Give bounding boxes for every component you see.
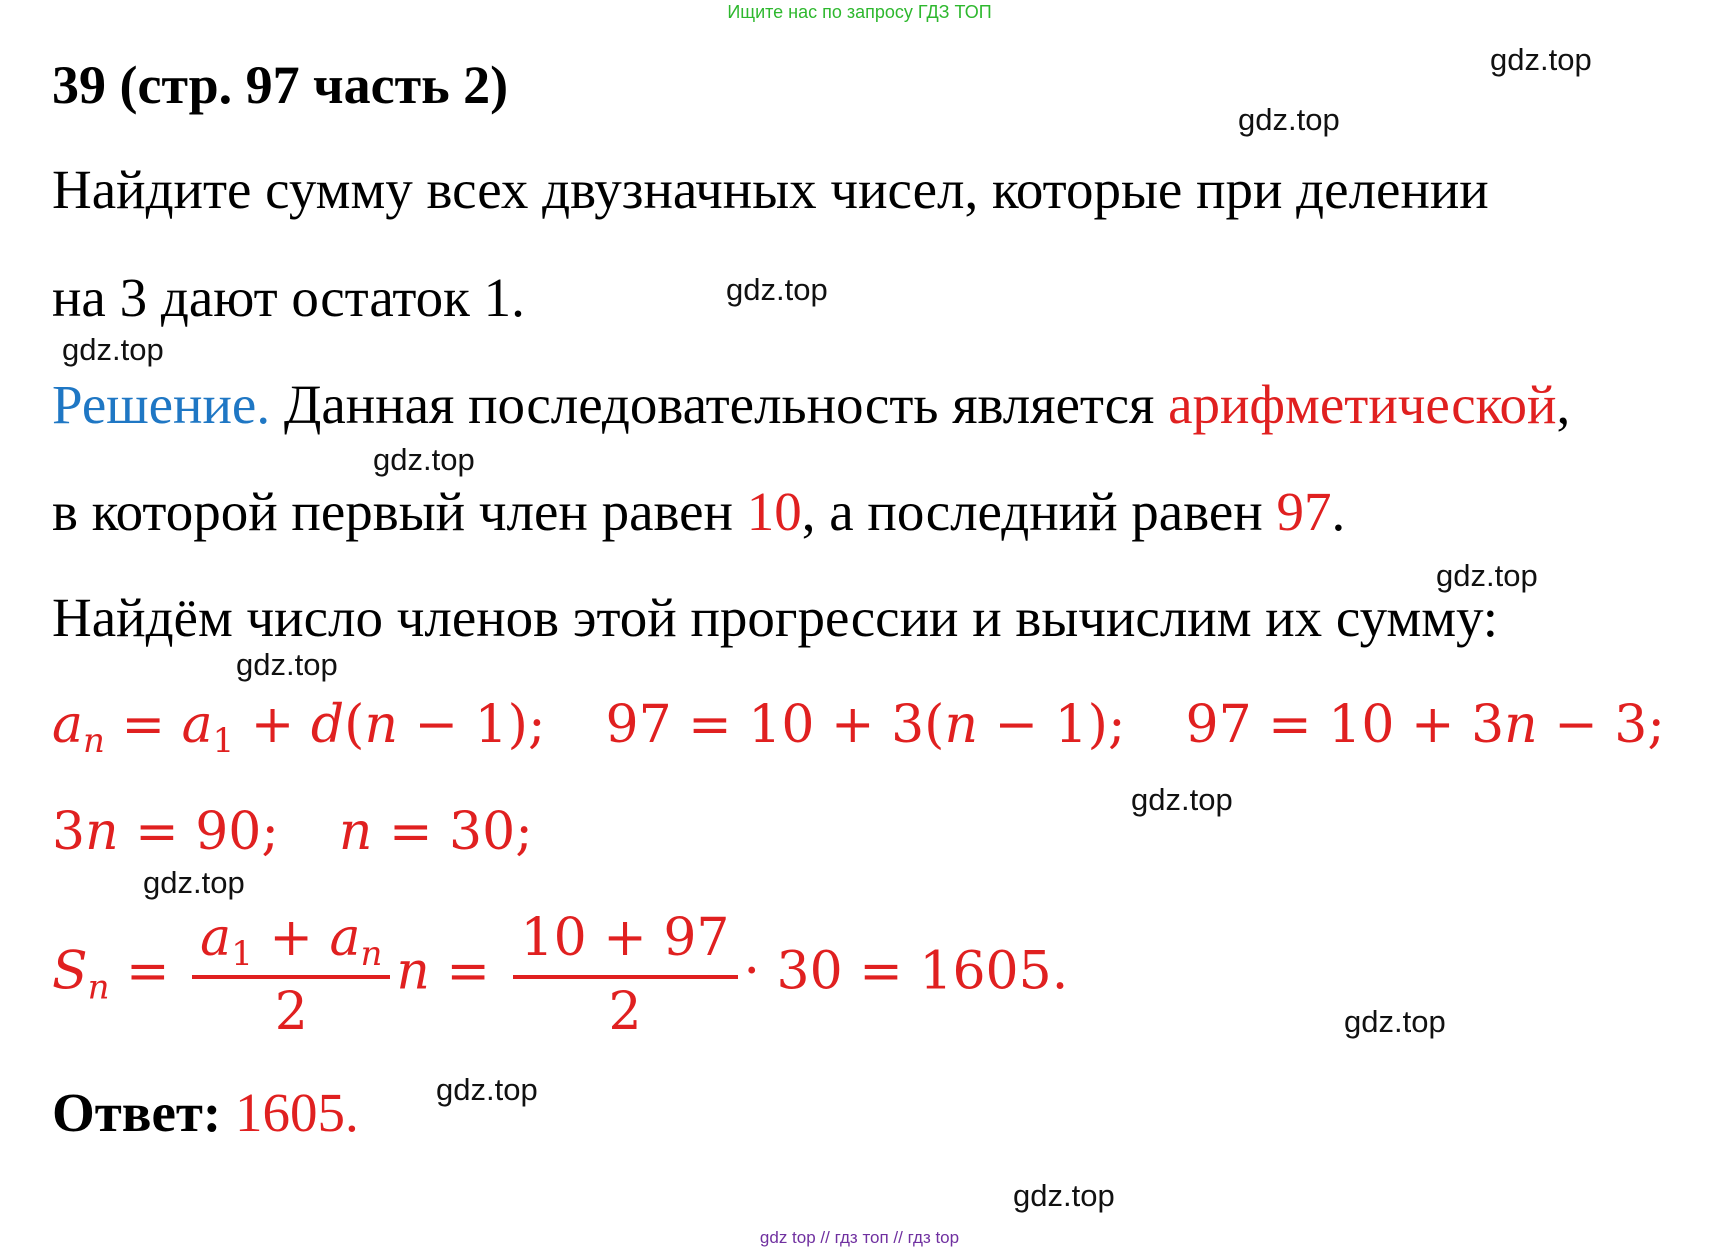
formula-expanded: 97 = 10 + 3n − 3;	[1185, 695, 1665, 755]
solution-text-1: Данная последовательность является	[270, 374, 1169, 435]
solution-line-3: Найдём число членов этой прогрессии и вычислим их сумму:	[52, 587, 1499, 648]
answer-line	[52, 1078, 359, 1148]
watermark: gdz.top	[1131, 782, 1233, 817]
solution-text-2b: , а последний равен	[801, 481, 1277, 542]
watermark: gdz.top	[726, 272, 828, 307]
answer-value: 1605.	[221, 1082, 359, 1143]
formula-3n: 3n = 90;	[52, 802, 279, 862]
watermark: gdz.top	[143, 865, 245, 900]
progression-type: арифметической	[1168, 374, 1557, 435]
watermark: gdz.top	[62, 332, 164, 367]
task-title: 39 (стр. 97 часть 2)	[52, 55, 509, 115]
problem-line-1: Найдите сумму всех двузначных чисел, которые при делении	[52, 159, 1489, 220]
solution-line-1	[52, 370, 1570, 440]
top-banner: Ищите нас по запросу ГДЗ ТОП	[727, 2, 992, 22]
watermark: gdz.top	[1490, 42, 1592, 77]
formula-row-1	[52, 690, 1665, 760]
problem-line-2: на 3 дают остаток 1.	[52, 267, 525, 328]
solution-line-2	[52, 477, 1345, 547]
last-term: 97	[1276, 481, 1332, 542]
sum-fraction-general: $\frac{a_1 + a_n}{2}$	[192, 905, 390, 1045]
solution-punct-2: .	[1331, 481, 1346, 542]
formula-row-2	[52, 797, 533, 867]
watermark: gdz.top	[236, 647, 338, 682]
watermark: gdz.top	[1436, 558, 1538, 593]
watermark: gdz.top	[373, 442, 475, 477]
answer-label: Ответ:	[52, 1082, 222, 1143]
sum-fraction-numeric: $\frac{10 + 97}{2}$	[513, 905, 738, 1045]
solution-label: Решение.	[52, 374, 271, 435]
formula-n-value: n = 30;	[338, 802, 533, 862]
watermark: gdz.top	[1013, 1178, 1115, 1213]
watermark: gdz.top	[436, 1072, 538, 1107]
formula-general-term: $a_n = a_1 + d(n - 1)$;	[52, 695, 546, 761]
solution-text-2a: в которой первый член равен	[52, 481, 747, 542]
formula-substitution: 97 = 10 + 3(n − 1);	[605, 695, 1126, 755]
formula-sum: $S_n$ = $\frac{a_1 + a_n}{2}$ n = $\frac{10 + 97}{2}$ · 30 = 1605.	[52, 905, 1068, 1045]
solution-punct-1: ,	[1556, 374, 1571, 435]
first-term: 10	[746, 481, 802, 542]
watermark: gdz.top	[1344, 1004, 1446, 1039]
bottom-banner: gdz top // гдз топ // гдз top	[759, 1228, 960, 1247]
watermark: gdz.top	[1238, 102, 1340, 137]
